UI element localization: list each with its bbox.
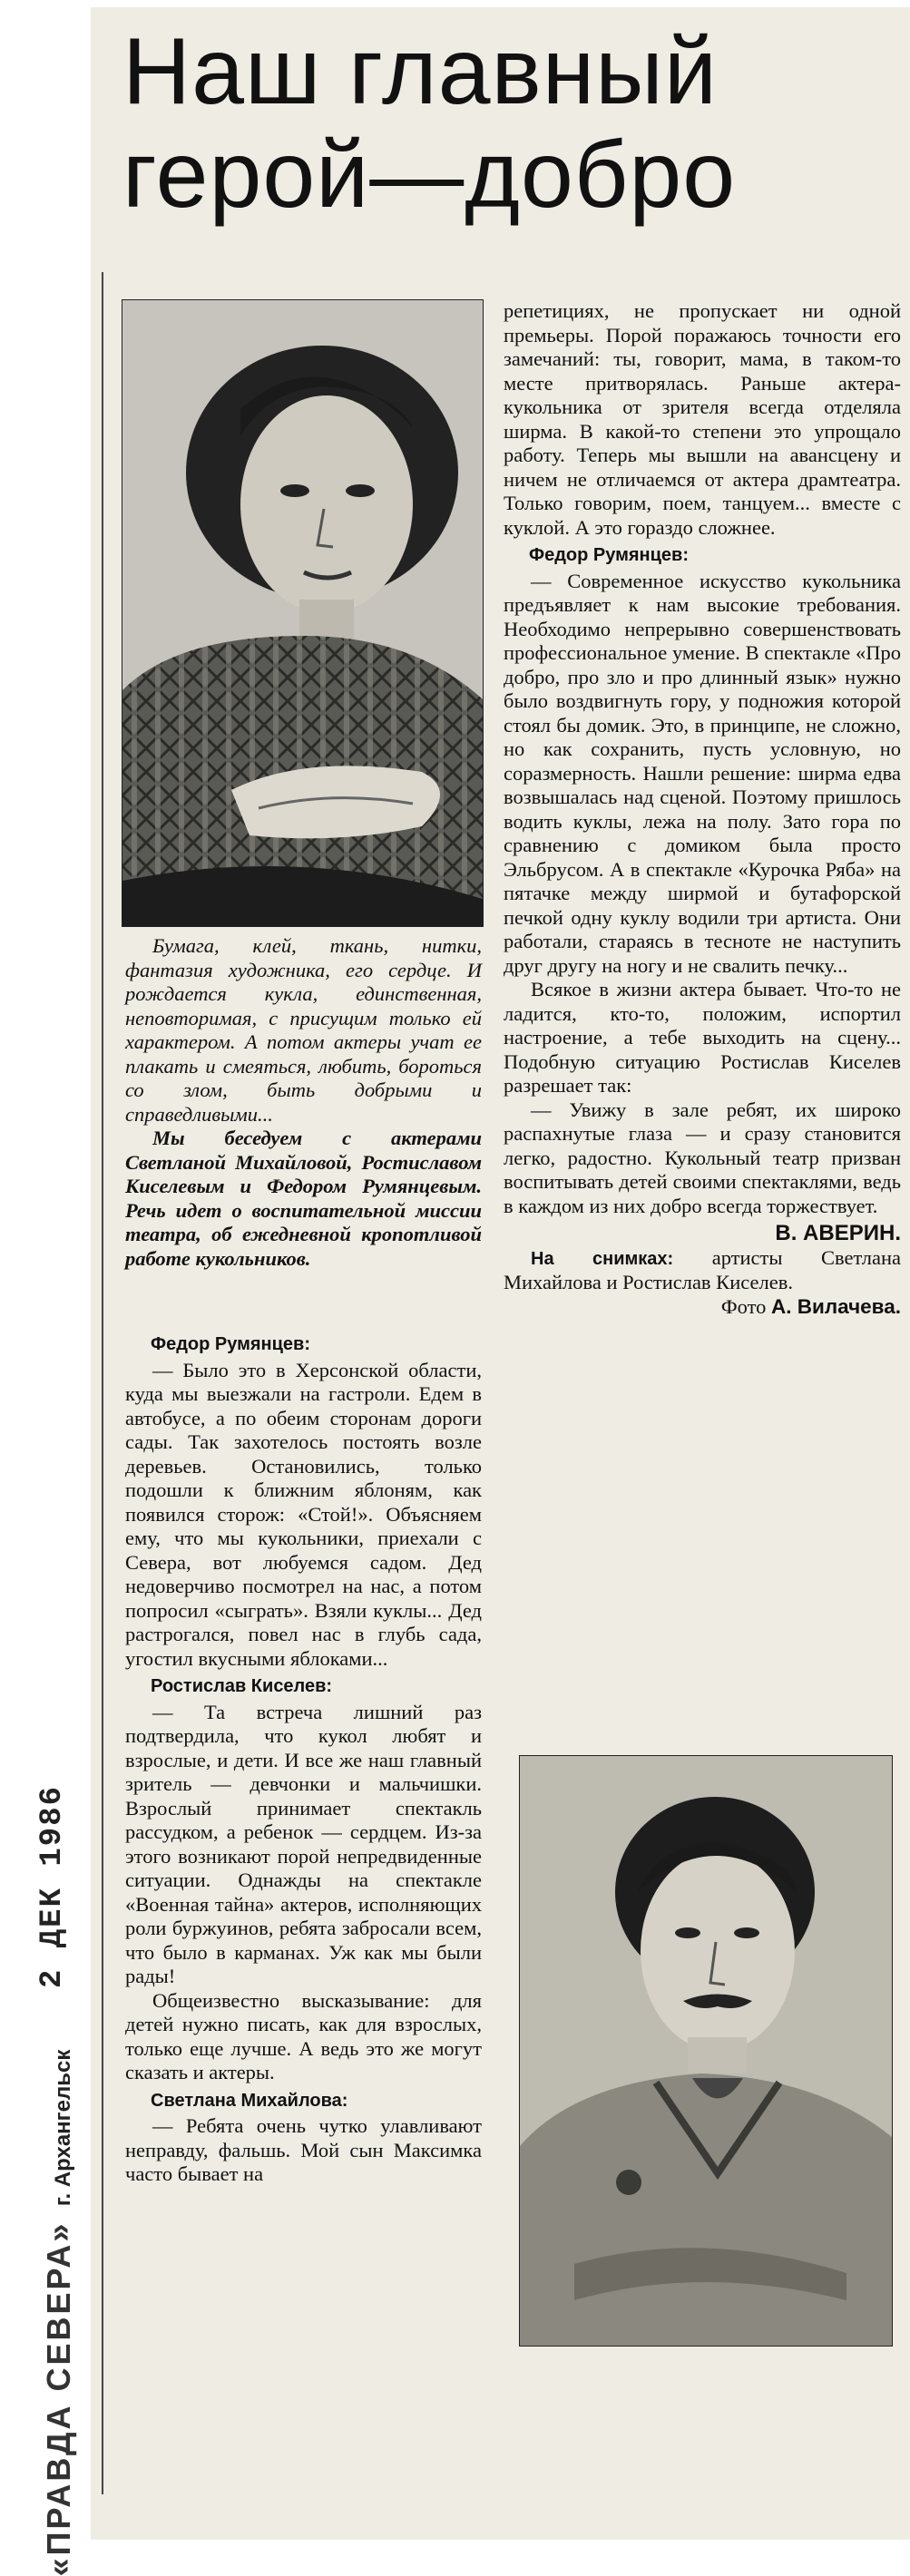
left-column <box>125 1329 482 2187</box>
source-note <box>0 2049 118 2576</box>
paragraph: — Было это в Херсонской области, куда мы выезжали на гастроли. Едем в автобусе, а по обеим сторонам дороги сады. Так захотелось постоять возле деревьев. Остановились, только подошли к ближним яблоням, как появился сторож: «Стой!». Объясняем ему, что мы кукольники, приехали с Севера, вот любуемся садом. Дед недоверчиво посмотрел на нас, а потом попросил «сыграть». Взяли куклы... Дед растрогался, повел нас в глубь сада, угостил вкусными яблоками... <box>125 1358 482 1670</box>
speaker-label: Ростислав Киселев: <box>151 1676 333 1696</box>
headline-line-1: Наш главный <box>122 19 718 124</box>
photos-label: На снимках: <box>531 1248 674 1269</box>
speaker-label: Светлана Михайлова: <box>151 2090 348 2111</box>
caption-lead: Мы беседуем с актерами Светланой Михайловой, Ростиславом Киселевым и Федором Румянцевым. Речь идет о воспитательной миссии театра, об ежедневной кропотливой работе кукольников. <box>125 1127 482 1270</box>
photo-actor <box>519 1755 893 2347</box>
newspaper-city: г. Архангельск <box>51 2049 75 2207</box>
photo-actor-image <box>520 1756 892 2346</box>
photo-actress-image <box>122 300 483 926</box>
photographer-name: А. Вилачева. <box>771 1294 901 1318</box>
headline <box>122 20 903 227</box>
caption-intro: Бумага, клей, ткань, нитки, фантазия художника, его сердце. И рождается кукла, единственная, неповторимая, с присущим только ей характером. А потом актеры учат ее плакать и смеяться, любить, бороться со злом, быть добрыми и справедливыми... <box>125 934 482 1126</box>
paragraph: — Увижу в зале ребят, их широко распахнутые глаза — и сразу становится легко, радостно. Кукольный театр призван воспитывать детей своими спектаклями, ведь в каждом из них добро всегда торжествует. <box>504 1098 901 1217</box>
photo-credit-prefix: Фото <box>720 1294 772 1318</box>
paragraph: — Та встреча лишний раз подтвердила, что кукол любят и взрослые, и дети. И все же наш главный зритель — девчонки и мальчишки. Взрослый принимает спектакль рассудком, а ребенок — сердцем. Из-за этого возникают порой непредвиденные ситуации. Однажды на спектакле «Военная тайна» актеров, исполняющих роли буржуинов, ребята забросали всем, что было в карманах. Уж как мы были рады! <box>125 1700 482 1987</box>
paragraph: — Современное искусство кукольника предъявляет к нам высокие требования. Необходимо непрерывно совершенствовать профессиональное умение. В спектакле «Про добро, про зло и про длинный язык» нужно было воздвигнуть гору, у подножия которой стоял бы домик. Это, в принципе, не сложно, но как сохранить, пусть условную, но соразмерность. Нашли решение: ширма едва возвышалась над сценой. Поэтому пришлось водить куклы, лежа на полу. Зато гора по сравнению с домиком была просто Эльбрусом. А в спектакле «Курочка Ряба» на пятачке между ширмой и бутафорской печкой одну куклу водили три артиста. Они работали, стараясь в тесноте не наступить друг другу на ногу и не свалить печку... <box>504 569 901 977</box>
photos-note <box>504 1246 901 1295</box>
paragraph: — Ребята очень чутко улавливают неправду, фальшь. Мой сын Максимка часто бывает на <box>125 2114 482 2185</box>
photos-text: артисты Светлана Михайлова и Ростислав Киселев. <box>504 1245 901 1293</box>
right-column <box>504 299 901 1319</box>
speaker-label: Федор Румянцев: <box>529 545 689 565</box>
paragraph: Общеизвестно высказывание: для детей нужно писать, как для взрослых, только еще лучше. А ведь это же могут сказать и актеры. <box>125 1988 482 2083</box>
photo-caption <box>125 934 482 1271</box>
author-signature: В. АВЕРИН. <box>775 1221 901 1245</box>
date-stamp-text: 2 ДЕК 1986 <box>35 1784 70 1989</box>
photo-actress <box>122 299 484 927</box>
newspaper-name: «ПРАВДА СЕВЕРА» <box>40 2220 77 2576</box>
headline-line-2: герой—добро <box>122 122 737 228</box>
paragraph: репетициях, не пропускает ни одной премьеры. Порой поражаюсь точности его замечаний: ты, говорит, мама, в таком-то месте притворялась. Раньше актера-кукольника от зрителя всегда отделяла ширма. В какой-то степени это упрощало работу. Теперь мы вышли на авансцену и ничем не отличаемся от актера драмтеатра. Только говорим, поем, танцуем... вместе с куклой. А это гораздо сложнее. <box>504 299 901 539</box>
speaker-label: Федор Румянцев: <box>151 1334 310 1354</box>
paragraph: Всякое в жизни актера бывает. Что-то не ладится, кто-то, положим, испортил настроение, а тебе выходить на сцену... Подобную ситуацию Ростислав Киселев разрешает так: <box>504 978 901 1097</box>
date-stamp <box>34 1784 71 1989</box>
photo-credit <box>504 1295 901 1320</box>
